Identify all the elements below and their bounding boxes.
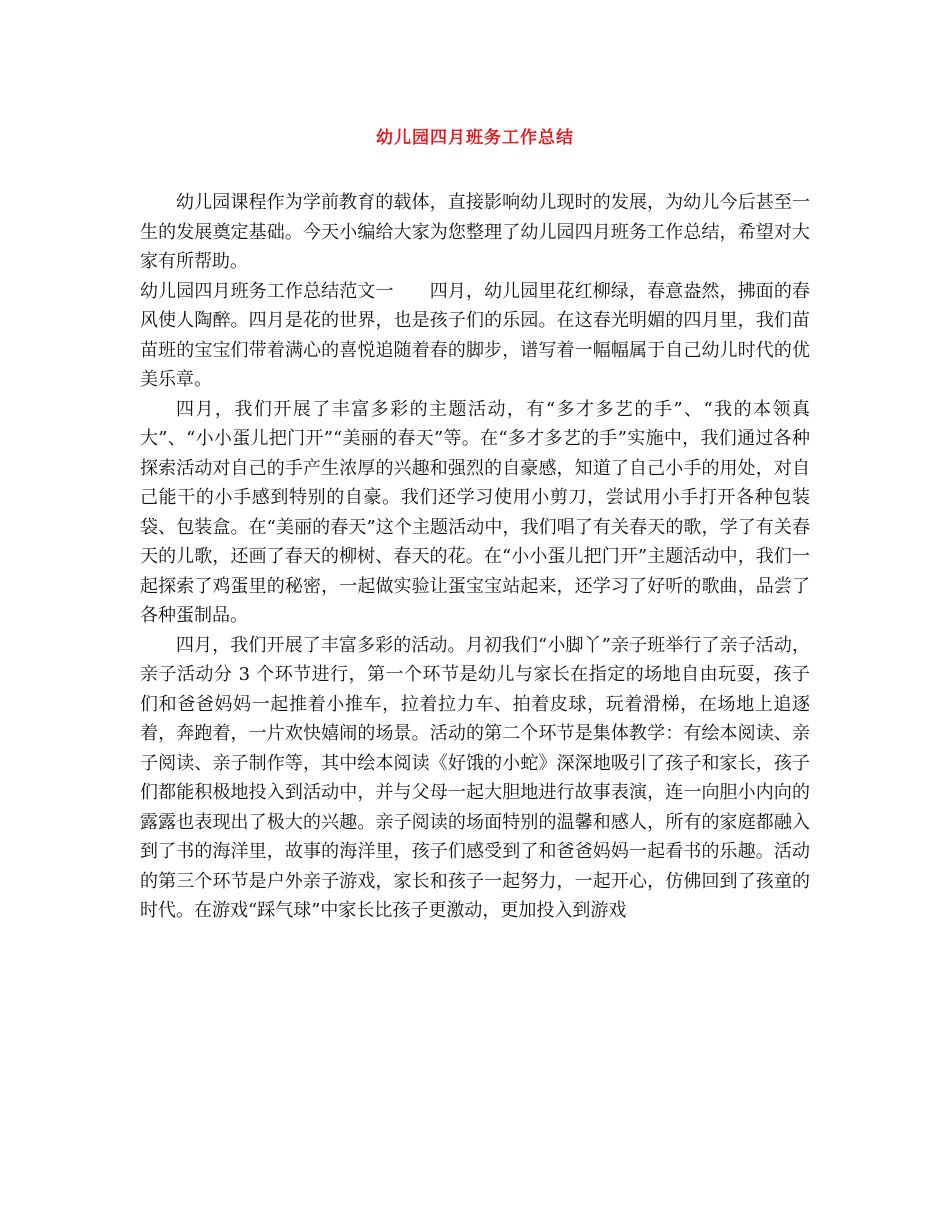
paragraph-themes: 四月，我们开展了丰富多彩的主题活动，有“多才多艺的手”、“我的本领真大”、“小小蛋儿把门开”“美丽的春天”等。在“多才多艺的手”实施中，我们通过各种探索活动对自己的手产生浓厚的兴趣和强烈的自豪感，知道了自己小手的用处，对自己能干的小手感到特别的自豪。我们还学习使用小剪刀，尝试用小手打开各种包装袋、包装盒。在“美丽的春天”这个主题活动中，我们唱了有关春天的歌，学了有关春天的儿歌，还画了春天的柳树、春天的花。在“小小蛋儿把门开”主题活动中，我们一起探索了鸡蛋里的秘密，一起做实验让蛋宝宝站起来，还学习了好听的歌曲，品尝了各种蛋制品。 bbox=[140, 398, 810, 626]
document-body bbox=[140, 188, 810, 926]
section-heading: 幼儿园四月班务工作总结范文一 bbox=[140, 280, 394, 302]
paragraph-activities: 四月，我们开展了丰富多彩的活动。月初我们“小脚丫”亲子班举行了亲子活动，亲子活动分 3 个环节进行，第一个环节是幼儿与家长在指定的场地自由玩耍，孩子们和爸爸妈妈一起推着小推车，拉着拉力车、拍着皮球，玩着滑梯，在场地上追逐着，奔跑着，一片欢快嬉闹的场景。活动的第二个环节是集体教学：有绘本阅读、亲子阅读、亲子制作等，其中绘本阅读《好饿的小蛇》深深地吸引了孩子和家长，孩子们都能积极地投入到活动中，并与父母一起大胆地进行故事表演，连一向胆小内向的露露也表现出了极大的兴趣。亲子阅读的场面特别的温馨和感人，所有的家庭都融入到了书的海洋里，故事的海洋里，孩子们感受到了和爸爸妈妈一起看书的乐趣。活动的第三个环节是户外亲子游戏，家长和孩子一起努力，一起开心，仿佛回到了孩童的时代。在游戏“踩气球”中家长比孩子更激动，更加投入到游戏 bbox=[140, 634, 810, 921]
paragraph-intro: 幼儿园课程作为学前教育的载体，直接影响幼儿现时的发展，为幼儿今后甚至一生的发展奠定基础。今天小编给大家为您整理了幼儿园四月班务工作总结，希望对大家有所帮助。 bbox=[140, 192, 810, 272]
document-title: 幼儿园四月班务工作总结 bbox=[376, 128, 574, 148]
paragraph-section-one bbox=[140, 277, 810, 395]
section-one-text: 四月，幼儿园里花红柳绿，春意盎然，拂面的春风使人陶醉。四月是花的世界，也是孩子们的乐园。在这春光明媚的四月里，我们苗苗班的宝宝们带着满心的喜悦追随着春的脚步，谱写着一幅幅属于自己幼儿时代的优美乐章。 bbox=[140, 280, 811, 390]
